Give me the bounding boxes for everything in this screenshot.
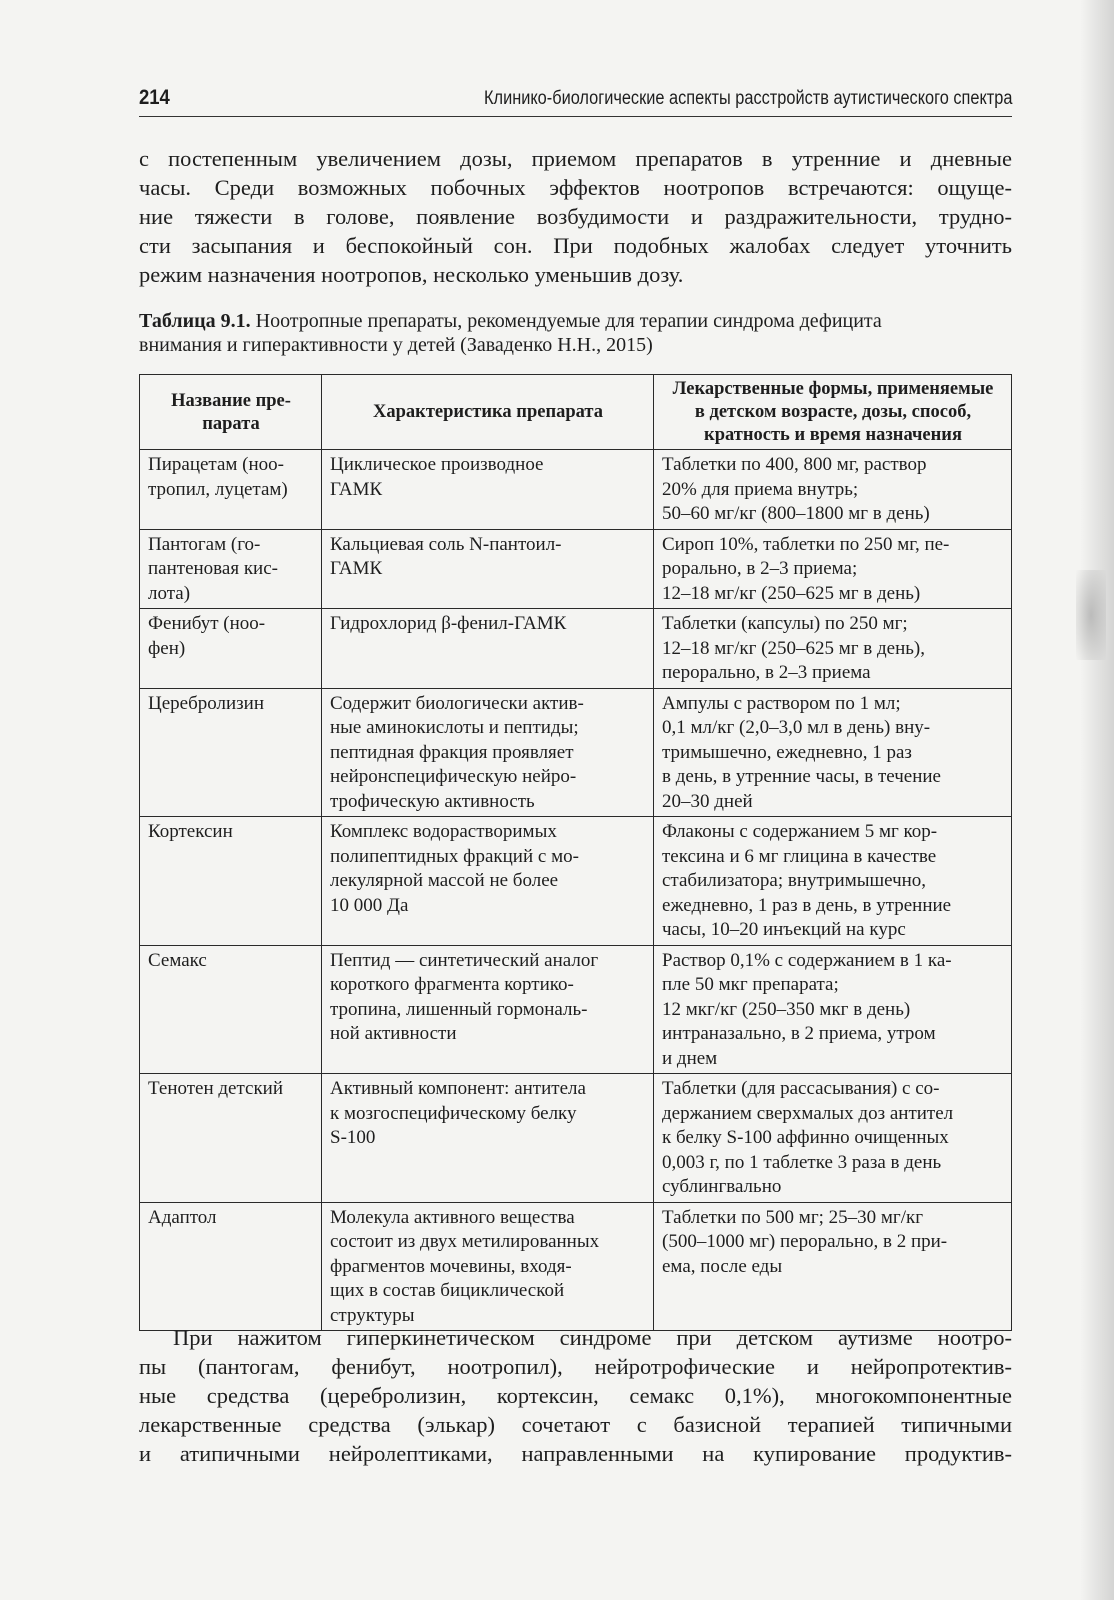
dosage-forms-cell xyxy=(654,945,1012,1074)
cell-line: тексина и 6 мг глицина в качестве xyxy=(662,845,937,867)
dosage-forms-cell xyxy=(654,609,1012,689)
cell-line: фрагментов мочевины, входя- xyxy=(330,1255,572,1277)
paragraph-line: ные средства (церебролизин, кортексин, семакс 0,1%), многокомпонентные xyxy=(139,1383,1012,1408)
cell-line: тропина, лишенный гормональ- xyxy=(330,998,588,1020)
drug-name-cell xyxy=(140,609,322,689)
cell-line: сублингвально xyxy=(662,1176,782,1197)
cell-line: структуры xyxy=(330,1304,415,1326)
header-drug-name: Название пре- парата xyxy=(140,375,322,450)
cell-line: Адаптол xyxy=(148,1206,217,1228)
cell-line: рорально, в 2–3 приема; xyxy=(662,558,858,579)
cell-line: Кортексин xyxy=(148,821,233,842)
drug-name-cell xyxy=(140,450,322,530)
cell-line: к белку S-100 аффинно очищенных xyxy=(662,1127,949,1148)
cell-line: тропил, луцетам) xyxy=(148,478,288,500)
cell-line: фен) xyxy=(148,637,186,659)
cell-line: Семакс xyxy=(148,949,207,971)
cell-line: Ампулы с раствором по 1 мл; xyxy=(662,692,901,714)
characteristic-cell xyxy=(322,1202,654,1331)
cell-line: ГАМК xyxy=(330,558,383,579)
paragraph-line: ние тяжести в голове, появление возбудимости и раздражительности, трудно- xyxy=(139,204,1012,229)
table-caption-label: Таблица 9.1. xyxy=(139,310,251,332)
cell-line: пептидная фракция проявляет xyxy=(330,741,574,763)
intro-paragraph xyxy=(139,144,1012,289)
cell-line: часы, 10–20 инъекций на курс xyxy=(662,919,906,940)
drug-name-cell xyxy=(140,688,322,817)
page-number: 214 xyxy=(139,86,170,109)
cell-line: Пантогам (го- xyxy=(148,533,261,555)
cell-line: (500–1000 мг) перорально, в 2 при- xyxy=(662,1231,948,1252)
paragraph-line: с постепенным увеличением дозы, приемом препаратов в утренние и дневные xyxy=(139,146,1012,171)
cell-line: Таблетки (капсулы) по 250 мг; xyxy=(662,613,908,634)
cell-line: 20% для приема внутрь; xyxy=(662,478,859,500)
cell-line: Сироп 10%, таблетки по 250 мг, пе- xyxy=(662,533,950,555)
cell-line: Таблетки (для рассасывания) с со- xyxy=(662,1078,940,1099)
cell-line: S-100 xyxy=(330,1127,376,1148)
cell-line: тримышечно, ежедневно, 1 раз xyxy=(662,741,912,763)
cell-line: 12–18 мг/кг (250–625 мг в день), xyxy=(662,637,925,659)
cell-line: ГАМК xyxy=(330,478,383,500)
cell-line: ежедневно, 1 раз в день, в утренние xyxy=(662,894,952,916)
table-row xyxy=(140,529,1012,609)
cell-line: Молекула активного вещества xyxy=(330,1206,575,1228)
cell-line: Содержит биологически актив- xyxy=(330,692,584,714)
outro-paragraph xyxy=(139,1323,1012,1468)
paragraph-line: сти засыпания и беспокойный сон. При подобных жалобах следует уточнить xyxy=(139,233,1012,258)
dosage-forms-cell xyxy=(654,688,1012,817)
cell-line: Пептид — синтетический аналог xyxy=(330,949,599,971)
table-caption xyxy=(139,309,1012,357)
cell-line: перорально, в 2–3 приема xyxy=(662,662,871,683)
dosage-forms-cell xyxy=(654,450,1012,530)
cell-line: Церебролизин xyxy=(148,692,264,714)
drug-name-cell xyxy=(140,817,322,946)
cell-line: ные аминокислоты и пептиды; xyxy=(330,717,579,738)
cell-line: к мозгоспецифическому белку xyxy=(330,1102,577,1124)
cell-line: нейронспецифическую нейро- xyxy=(330,766,577,787)
cell-line: 12–18 мг/кг (250–625 мг в день) xyxy=(662,582,921,604)
scan-smudge xyxy=(1076,570,1106,660)
cell-line: Гидрохлорид β-фенил-ГАМК xyxy=(330,613,567,634)
header-dosage-forms: Лекарственные формы, применяемые в детском возрасте, дозы, способ, кратность и время назначения xyxy=(654,375,1012,450)
table-caption-text: Ноотропные препараты, рекомендуемые для терапии синдрома дефицита xyxy=(255,310,882,332)
cell-line: ема, после еды xyxy=(662,1255,783,1277)
characteristic-cell xyxy=(322,1074,654,1203)
characteristic-cell xyxy=(322,450,654,530)
cell-line: щих в состав бициклической xyxy=(330,1280,565,1301)
cell-line: Кальциевая соль N-пантоил- xyxy=(330,533,562,555)
cell-line: Флаконы с содержанием 5 мг кор- xyxy=(662,821,938,842)
nootropics-table xyxy=(139,374,1012,1331)
cell-line: Активный компонент: антитела xyxy=(330,1078,586,1099)
cell-line: короткого фрагмента кортико- xyxy=(330,974,574,995)
paragraph-line: и атипичными нейролептиками, направленными на купирование продуктив- xyxy=(139,1441,1012,1466)
cell-line: 0,1 мл/кг (2,0–3,0 мл в день) вну- xyxy=(662,717,931,738)
dosage-forms-cell xyxy=(654,817,1012,946)
characteristic-cell xyxy=(322,688,654,817)
cell-line: Циклическое производное xyxy=(330,454,544,475)
table-row xyxy=(140,609,1012,689)
characteristic-cell xyxy=(322,529,654,609)
cell-line: Раствор 0,1% с содержанием в 1 ка- xyxy=(662,949,952,971)
cell-line: Таблетки по 400, 800 мг, раствор xyxy=(662,454,927,475)
cell-line: держанием сверхмалых доз антител xyxy=(662,1102,954,1124)
cell-line: полипептидных фракций с мо- xyxy=(330,845,579,867)
paragraph-line: При нажитом гиперкинетическом синдроме при детском аутизме ноотро- xyxy=(173,1325,1012,1350)
cell-line: Таблетки по 500 мг; 25–30 мг/кг xyxy=(662,1206,924,1228)
cell-line: в день, в утренние часы, в течение xyxy=(662,766,941,787)
cell-line: 0,003 г, по 1 таблетке 3 раза в день xyxy=(662,1151,942,1173)
table-row xyxy=(140,817,1012,946)
drug-name-cell xyxy=(140,1074,322,1203)
cell-line: и днем xyxy=(662,1047,718,1069)
table-row xyxy=(140,1074,1012,1203)
cell-line: ной активности xyxy=(330,1023,457,1044)
cell-line: 20–30 дней xyxy=(662,790,753,812)
cell-line: Тенотен детский xyxy=(148,1078,284,1099)
characteristic-cell xyxy=(322,945,654,1074)
drug-name-cell xyxy=(140,1202,322,1331)
cell-line: 10 000 Да xyxy=(330,894,409,916)
dosage-forms-cell xyxy=(654,1202,1012,1331)
table-header-row xyxy=(140,375,1012,450)
cell-line: Пирацетам (ноо- xyxy=(148,454,284,475)
table-row xyxy=(140,688,1012,817)
table-caption-text: внимания и гиперактивности у детей (Заваденко Н.Н., 2015) xyxy=(139,334,653,356)
characteristic-cell xyxy=(322,817,654,946)
dosage-forms-cell xyxy=(654,529,1012,609)
cell-line: стабилизатора; внутримышечно, xyxy=(662,870,927,891)
cell-line: трофическую активность xyxy=(330,790,535,812)
cell-line: лота) xyxy=(148,582,191,604)
running-header xyxy=(139,84,1012,117)
characteristic-cell xyxy=(322,609,654,689)
table-row xyxy=(140,1202,1012,1331)
table-row xyxy=(140,945,1012,1074)
cell-line: Комплекс водорастворимых xyxy=(330,821,557,842)
paragraph-line: пы (пантогам, фенибут, ноотропил), нейротрофические и нейропротектив- xyxy=(139,1354,1012,1379)
paragraph-line: часы. Среди возможных побочных эффектов ноотропов встречаются: ощуще- xyxy=(139,175,1012,200)
drug-name-cell xyxy=(140,529,322,609)
cell-line: интраназально, в 2 приема, утром xyxy=(662,1023,936,1044)
dosage-forms-cell xyxy=(654,1074,1012,1203)
paragraph-line: лекарственные средства (элькар) сочетают с базисной терапией типичными xyxy=(139,1412,1012,1437)
cell-line: 50–60 мг/кг (800–1800 мг в день) xyxy=(662,503,930,524)
cell-line: лекулярной массой не более xyxy=(330,870,559,891)
header-characteristic: Характеристика препарата xyxy=(322,375,654,450)
drug-name-cell xyxy=(140,945,322,1074)
paragraph-line: режим назначения ноотропов, несколько уменьшив дозу. xyxy=(139,262,684,287)
table-row xyxy=(140,450,1012,530)
running-title: Клинико-биологические аспекты расстройств аутистического спектра xyxy=(483,88,1012,109)
cell-line: пле 50 мкг препарата; xyxy=(662,974,839,995)
page-edge-shadow xyxy=(1080,0,1114,1600)
cell-line: состоит из двух метилированных xyxy=(330,1231,600,1252)
cell-line: Фенибут (ноо- xyxy=(148,613,266,634)
cell-line: пантеновая кис- xyxy=(148,558,278,579)
cell-line: 12 мкг/кг (250–350 мкг в день) xyxy=(662,998,911,1020)
